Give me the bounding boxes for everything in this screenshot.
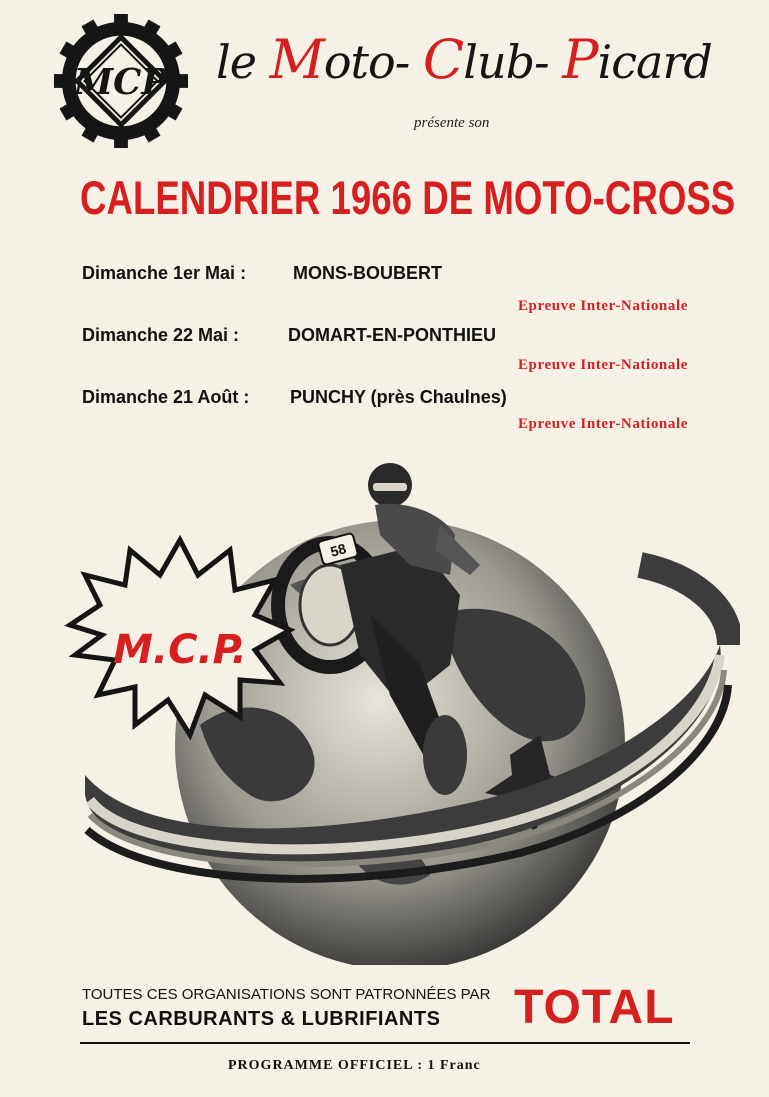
event-type: Epreuve Inter-Nationale: [517, 416, 688, 432]
burst-text: M.C.P.: [113, 627, 247, 673]
event-line: [82, 387, 507, 408]
event-date: Dimanche 22 Mai :: [82, 325, 240, 345]
event-date: Dimanche 1er Mai :: [82, 263, 247, 283]
event-line: [82, 263, 442, 284]
illustration: [40, 455, 740, 965]
event-line: [82, 325, 496, 346]
club-name: le Moto- Club- Picard: [216, 28, 712, 91]
divider: [80, 1042, 690, 1044]
event-place: MONS-BOUBERT: [293, 263, 442, 283]
club-logo: [52, 12, 190, 150]
event-place: PUNCHY (près Chaulnes): [290, 387, 507, 407]
presents-text: présente son: [414, 115, 490, 131]
programme-price: PROGRAMME OFFICIEL : 1 Franc: [228, 1058, 481, 1073]
logo-text: MCP: [73, 61, 169, 103]
event-date: Dimanche 21 Août :: [82, 387, 250, 407]
number-plate: 58: [328, 540, 348, 560]
sponsor-logo: TOTAL: [514, 981, 675, 1034]
event-place: DOMART-EN-PONTHIEU: [288, 325, 496, 345]
fuels-text: LES CARBURANTS & LUBRIFIANTS: [82, 1008, 441, 1030]
patronage-text: TOUTES CES ORGANISATIONS SONT PATRONNÉES PAR: [82, 986, 491, 1003]
poster-title: CALENDRIER 1966 DE MOTO-CROSS: [80, 171, 736, 224]
event-type: Epreuve Inter-Nationale: [517, 298, 688, 314]
event-type: Epreuve Inter-Nationale: [517, 357, 688, 373]
